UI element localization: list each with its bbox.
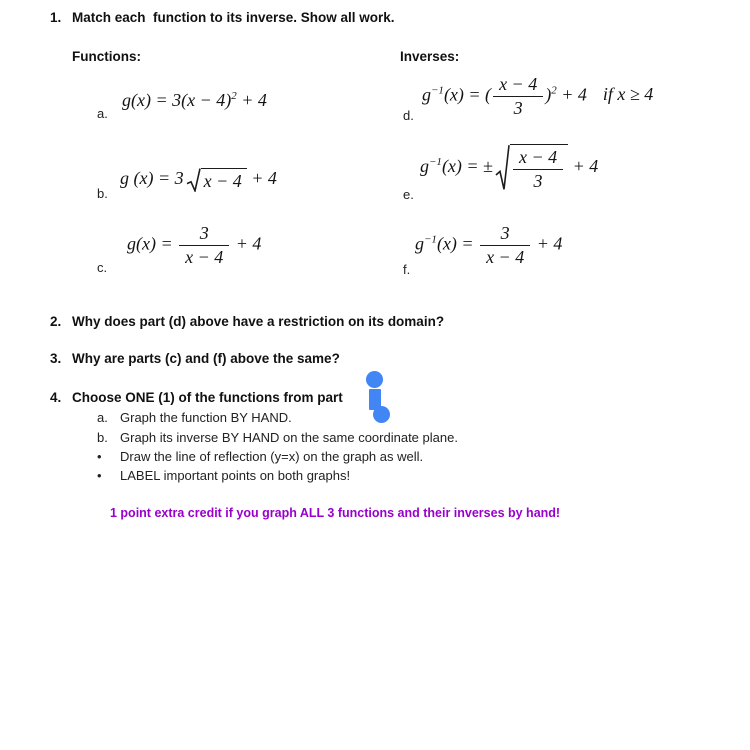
inverses-header: Inverses: — [400, 49, 460, 64]
bullet-icon: • — [97, 468, 102, 483]
question-1-number: 1. — [50, 10, 62, 25]
sub-item-text: Graph its inverse BY HAND on the same coordinate plane. — [120, 430, 458, 445]
math-radicand — [510, 144, 568, 192]
math-token: + 4 — [246, 168, 277, 189]
item-label-e: e. — [403, 187, 414, 202]
sub-item-text: Draw the line of reflection (y=x) on the graph as well. — [120, 449, 424, 464]
sub-item-text: LABEL important points on both graphs! — [120, 468, 351, 483]
q4-bullet-item-2 — [97, 468, 350, 483]
math-token: (x) = ( — [443, 84, 492, 105]
selection-handle-top[interactable] — [366, 371, 383, 388]
radical-sign-icon — [495, 144, 510, 192]
math-denominator: 3 — [513, 169, 563, 192]
math-fraction — [513, 147, 563, 191]
math-exponent: −1 — [431, 84, 444, 97]
math-numerator: x − 4 — [499, 74, 538, 94]
question-2 — [50, 314, 444, 329]
item-label-b: b. — [97, 186, 108, 201]
math-token: g (x) = 3 — [120, 168, 184, 189]
math-radical — [186, 168, 247, 192]
math-denominator: x − 4 — [480, 245, 530, 268]
math-token: ) — [545, 84, 552, 105]
q4-bullet-item-1 — [97, 449, 423, 464]
bullet-icon: • — [97, 449, 102, 464]
formula-f — [415, 223, 562, 267]
math-numerator: x − 4 — [518, 147, 558, 167]
sub-item-label: b. — [97, 430, 108, 445]
math-denominator: 3 — [493, 96, 543, 119]
question-4-number: 4. — [50, 390, 62, 405]
sub-item-text: Graph the function BY HAND. — [120, 410, 292, 425]
math-token: g — [422, 84, 431, 105]
math-radical — [495, 144, 568, 192]
question-3-text: Why are parts (c) and (f) above the same? — [72, 351, 340, 366]
question-2-text: Why does part (d) above have a restriction on its domain? — [72, 314, 445, 329]
formula-b — [120, 168, 277, 192]
selection-handle-bottom[interactable] — [373, 406, 390, 423]
formula-e — [420, 144, 598, 192]
math-exponent: −1 — [424, 233, 437, 246]
math-numerator: 3 — [199, 223, 209, 243]
radical-sign-icon — [186, 168, 201, 192]
math-denominator: x − 4 — [179, 245, 229, 268]
math-token: + 4 — [231, 233, 262, 254]
item-label-a: a. — [97, 106, 108, 121]
formula-c — [127, 223, 261, 267]
formula-a — [122, 90, 267, 111]
question-2-number: 2. — [50, 314, 62, 329]
math-token: (x) = — [436, 233, 479, 254]
math-token: + 4 — [236, 90, 267, 110]
extra-credit-note: 1 point extra credit if you graph ALL 3 functions and their inverses by hand! — [110, 506, 561, 520]
math-token: g(x) = — [127, 233, 178, 254]
math-fraction — [493, 74, 543, 118]
math-exponent: −1 — [429, 155, 442, 168]
q4-sub-item-b — [97, 430, 458, 445]
math-token: g(x) = 3(x − 4) — [122, 90, 232, 110]
functions-header: Functions: — [72, 49, 141, 64]
math-token: g — [415, 233, 424, 254]
math-token: (x) = ± — [441, 155, 493, 176]
math-token: g — [420, 155, 429, 176]
q4-sub-item-a — [97, 410, 292, 425]
math-exponent: 2 — [551, 84, 557, 97]
math-fraction — [480, 223, 530, 267]
item-label-c: c. — [97, 260, 108, 275]
math-token: + 4 — [556, 84, 587, 105]
math-radicand: x − 4 — [201, 168, 247, 192]
question-3 — [50, 351, 340, 366]
math-exponent: 2 — [231, 90, 237, 102]
question-1 — [50, 10, 395, 25]
math-token: + 4 — [532, 233, 563, 254]
math-token: + 4 — [568, 155, 599, 176]
sub-item-label: a. — [97, 410, 108, 425]
question-4 — [50, 390, 343, 405]
item-label-f: f. — [403, 262, 411, 277]
question-1-text: Match each function to its inverse. Show all work. — [72, 10, 395, 25]
math-domain-condition: if x ≥ 4 — [602, 84, 654, 105]
question-4-text: Choose ONE (1) of the functions from part — [72, 390, 343, 405]
item-label-d: d. — [403, 108, 414, 123]
math-numerator: 3 — [500, 223, 510, 243]
formula-d — [422, 74, 653, 118]
question-3-number: 3. — [50, 351, 62, 366]
math-fraction — [179, 223, 229, 267]
